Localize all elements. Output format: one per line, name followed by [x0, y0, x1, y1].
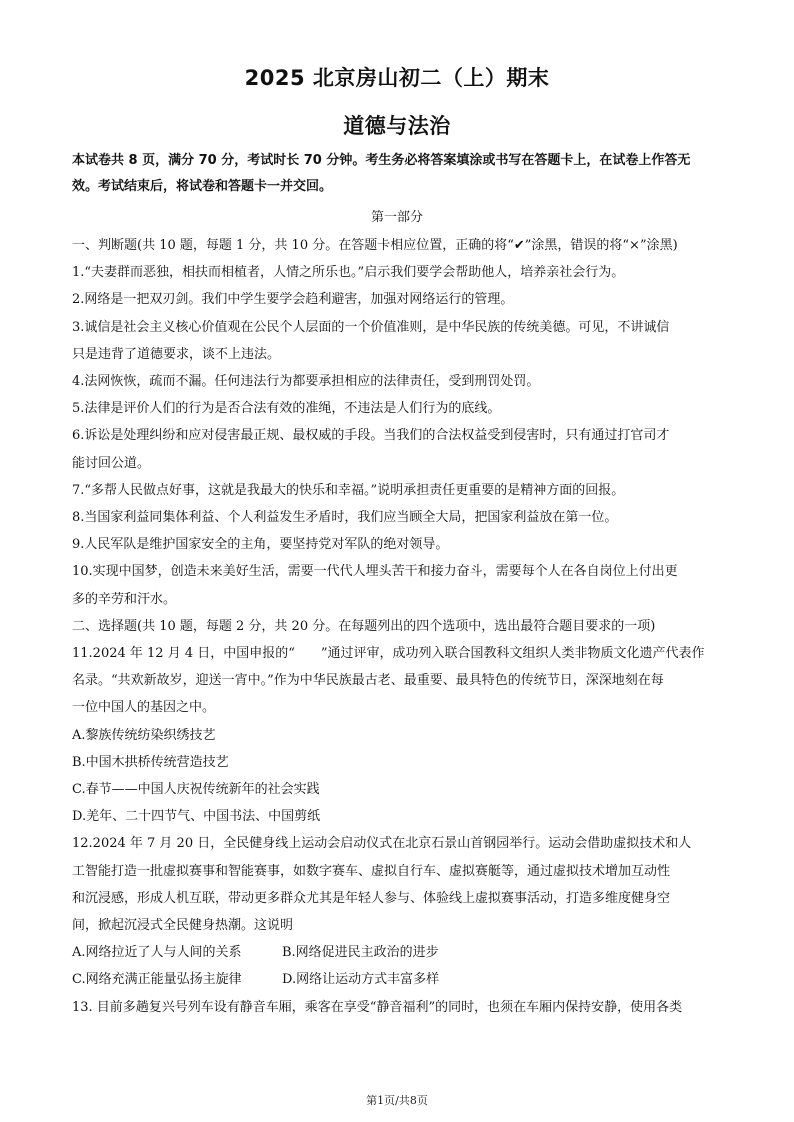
question-line: 间，掀起沉浸式全民健身热潮。这说明 [72, 918, 294, 934]
question-line: 一位中国人的基因之中。 [72, 700, 216, 716]
subject-title: 道德与法治 [343, 114, 451, 138]
question-line: 3.诚信是社会主义核心价值观在公民个人层面的一个价值准则，是中华民族的传统美德。可见，不讲诚信 [72, 319, 670, 335]
options-row [72, 939, 724, 966]
answer-option: A.黎族传统纺染织绣技艺 [72, 727, 216, 743]
question-line: 2.网络是一把双刃剑。我们中学生要学会趋利避害，加强对网络运行的管理。 [72, 292, 514, 308]
answer-option: B.网络促进民主政治的进步 [282, 945, 439, 961]
question-line: 4.法网恢恢，疏而不漏。任何违法行为都要承担相应的法律责任，受到刑罚处罚。 [72, 374, 540, 390]
answer-option: D.网络让运动方式丰富多样 [282, 972, 440, 988]
section-heading: 二、选择题(共 10 题，每题 2 分，共 20 分。在每题列出的四个选项中，选出最符合题目要求的一项) [72, 618, 656, 634]
question-line: 和沉浸感，形成人机互联，带动更多群众尤其是年轻人参与、体验线上虚拟赛事活动，打造多维度健身空 [72, 890, 671, 906]
question-line: 6.诉讼是处理纠纷和应对侵害最正规、最权威的手段。当我们的合法权益受到侵害时，只有通过打官司才 [72, 428, 670, 444]
exam-notice [72, 148, 724, 200]
question-line: 11.2024 年 12 月 4 日，中国申报的“ ”通过评审，成功列入联合国教科文组织人类非物质文化遗产代表作 [72, 646, 705, 662]
notice-line: 效。考试结束后，将试卷和答题卡一并交回。 [72, 179, 333, 194]
question-line: 8.当国家利益同集体利益、个人利益发生矛盾时，我们应当顾全大局，把国家利益放在第一位。 [72, 510, 618, 526]
question-line: 工智能打造一批虚拟赛事和智能赛事，如数字赛车、虚拟自行车、虚拟赛艇等，通过虚拟技术增加互动性 [72, 863, 671, 879]
question-line: 名录。“共欢新故岁，迎送一宵中。”作为中华民族最古老、最重要、最具特色的传统节日，深深地刻在每 [72, 673, 664, 689]
question-line: 能讨回公道。 [72, 455, 151, 471]
answer-option: D.羌年、二十四节气、中国书法、中国剪纸 [72, 809, 321, 825]
section-heading: 一、判断题(共 10 题，每题 1 分，共 10 分。在答题卡相应位置，正确的将“✔”涂黑，错误的将“×”涂黑) [72, 238, 678, 253]
question-line: 7.“多帮人民做点好事，这就是我最大的快乐和幸福。”说明承担责任更重要的是精神方面的回报。 [72, 482, 625, 498]
answer-option: A.网络拉近了人与人间的关系 [72, 945, 242, 961]
question-body [72, 232, 724, 1021]
question-line: 10.实现中国梦，创造未来美好生活，需要一代代人埋头苦干和接力奋斗，需要每个人在各自岗位上付出更 [72, 564, 678, 580]
question-line: 只是违背了道德要求，谈不上违法。 [72, 346, 281, 362]
answer-option: C.网络充满正能量弘扬主旋律 [72, 972, 242, 988]
question-line: 多的辛劳和汗水。 [72, 591, 177, 607]
part-title: 第一部分 [370, 210, 423, 225]
options-row [72, 966, 724, 993]
notice-line: 本试卷共 8 页，满分 70 分，考试时长 70 分钟。考生务必将答案填涂或书写在答题卡上，在试卷上作答无 [72, 153, 691, 168]
question-line: 5.法律是评价人们的行为是否合法有效的准绳，不违法是人们行为的底线。 [72, 401, 501, 417]
answer-option: C.春节——中国人庆祝传统新年的社会实践 [72, 782, 320, 798]
question-line: 9.人民军队是维护国家安全的主角，要坚持党对军队的绝对领导。 [72, 537, 449, 553]
exam-title: 2025 北京房山初二（上）期末 [244, 66, 550, 90]
page-footer: 第1页/共8页 [366, 1094, 428, 1107]
answer-option: B.中国木拱桥传统营造技艺 [72, 754, 229, 770]
question-line: 13. 目前多趟复兴号列车设有静音车厢，乘客在享受“静音福利”的同时，也须在车厢内保持安静，使用各类 [72, 999, 683, 1015]
question-line: 12.2024 年 7 月 20 日，全民健身线上运动会启动仪式在北京石景山首钢园举行。运动会借助虚拟技术和人 [72, 836, 692, 852]
question-line: 1.“夫妻群而恶独，相扶而相植者，人情之所乐也。”启示我们要学会帮助他人，培养亲社会行为。 [72, 265, 625, 281]
